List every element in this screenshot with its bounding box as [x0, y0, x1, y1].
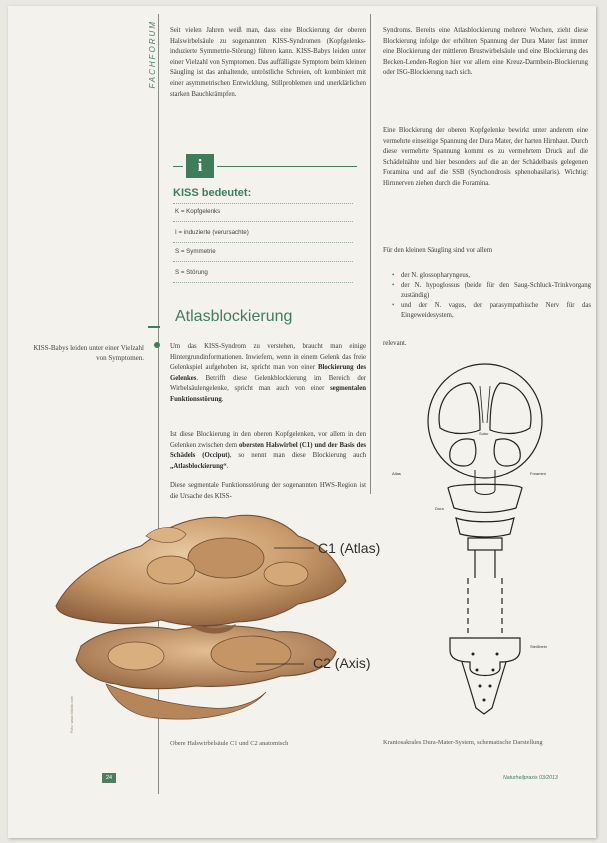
dotted-rule [173, 242, 353, 243]
dotted-rule [173, 261, 353, 262]
green-accent-line [148, 326, 160, 328]
list-item: • der N. glossopharyngeus, [391, 271, 591, 281]
magazine-footer: Naturheilpraxis 03/2013 [503, 775, 558, 781]
atlas-paragraph-1: Um das KISS-Syndrom zu verstehen, braucht man einige Hintergrundinformationen. Inwiefern, wenn in einem Gelenk das freie Gelenkspiel aufgehoben ist, spricht man von einer Blockierung des Gelenkes. Betrifft diese Gelenkblockierung im Bereich der Wirbelsäulengelenke, spricht man auch von einer segmentalen Funktionsstörung. [170, 343, 367, 403]
kiss-item-k: K = Kopfgelenks [175, 208, 221, 215]
kiss-box-title: KISS bedeutet: [173, 187, 252, 199]
right-paragraph-2: Eine Blockierung der oberen Kopfgelenke bewirkt unter anderem eine vermehrte einseitige Spannung der Dura Mater, der harten Hirnhaut. Durch diese vermehrte Spannung kommt es zu vermehrtem Druck auf die Schädelnähte und hier besonders auf die an der Schädelbasis gelegenen Foramina und auf die SSB (Synchondrosis sphenobasilaris). Wichtig: Hirnnerven ziehen durch die Foramina. [383, 127, 588, 187]
label-dura: Dura [435, 506, 444, 511]
info-rule-left [173, 166, 183, 167]
section-rubric: FACHFORUM [148, 20, 157, 89]
dotted-rule [173, 221, 353, 222]
info-icon: i [186, 154, 214, 178]
diagram-caption: Kraniosakrales Dura-Mater-System, schematische Darstellung [383, 739, 543, 746]
kiss-item-s2: S = Störung [175, 269, 208, 276]
page-number: 24 [102, 773, 116, 783]
label-foramen: Foramen [530, 471, 547, 476]
relevant-text: relevant. [383, 340, 407, 347]
label-sutur: Sutur [479, 431, 489, 436]
pull-quote-marker [154, 342, 160, 348]
dotted-rule [173, 203, 353, 204]
section-title: Atlasblockierung [175, 308, 293, 325]
label-atlas: Atlas [392, 471, 401, 476]
list-item: • der N. hypoglossus (beide für den Saug-Schluck-Trinkvorgang zuständig) [391, 281, 591, 301]
atlas-paragraph-3: Diese segmentale Funktionsstörung der sogenannten HWS-Region ist die Ursache des KISS- [170, 482, 366, 500]
kiss-item-i: I = induzierte (verursachte) [175, 229, 249, 236]
photo-credit: Foto: www.fotolia.com [70, 696, 74, 734]
magazine-page [8, 6, 596, 838]
list-item: • und der N. vagus, der parasympathische Nerv für das Eingeweidesystem, [391, 301, 591, 321]
cranial-nerve-list [391, 271, 591, 321]
dura-mater-diagram [380, 358, 590, 720]
dotted-rule [173, 282, 353, 283]
info-rule-right [217, 166, 357, 167]
label-c1-atlas: C1 (Atlas) [318, 540, 381, 556]
cervical-spine-illustration [36, 496, 376, 726]
right-paragraph-1: Syndroms. Bereits eine Atlasblockierung mehrere Wochen, zieht diese Blockierung infolge der erhöhten Spannung der Dura Mater fast immer eine Blockierung der mittleren Brustwirbelsäule und eine Blockierung des Becken-Lenden-Region hier vor allem eine Kreuz-Darmbein-Blockierung oder ISG-Blockierung nach sich. [383, 27, 588, 77]
intro-paragraph: Seit vielen Jahren weiß man, dass eine Blockierung der oberen Halswirbelsäule zu sogenannten KISS-Syndromen (Kopfgelenks-induzierte Symmetrie-Störung) führen kann. KISS-Babys leiden unter einer Vielzahl von Symptomen. Das auffälligste Symptom beim kleinen Säugling ist das anhaltende, untröstliche Schreien, oft kombiniert mit einer asymmetrischen Entwicklung, Stillproblemen und unerklärlichen starken Bauchkrämpfen. [170, 27, 366, 98]
label-steissbein: Steißbein [530, 644, 547, 649]
pull-quote: KISS-Babys leiden unter einer Vielzahl von Symptomen. [33, 344, 144, 362]
spine-caption: Obere Halswirbelsäule C1 und C2 anatomisch [170, 740, 289, 747]
atlas-paragraph-2: Ist diese Blockierung in den oberen Kopfgelenken, vor allem in den Gelenken zwischen dem obersten Halswirbel (C1) und der Basis des Schädels (Occiput), so nennt man diese Blockierung auch „Atlasblockierung“. [170, 431, 367, 470]
label-c2-axis: C2 (Axis) [313, 655, 371, 671]
kiss-item-s1: S = Symmetrie [175, 248, 216, 255]
column-divider-center [370, 14, 371, 494]
right-paragraph-3: Für den kleinen Säugling sind vor allem [383, 247, 493, 254]
